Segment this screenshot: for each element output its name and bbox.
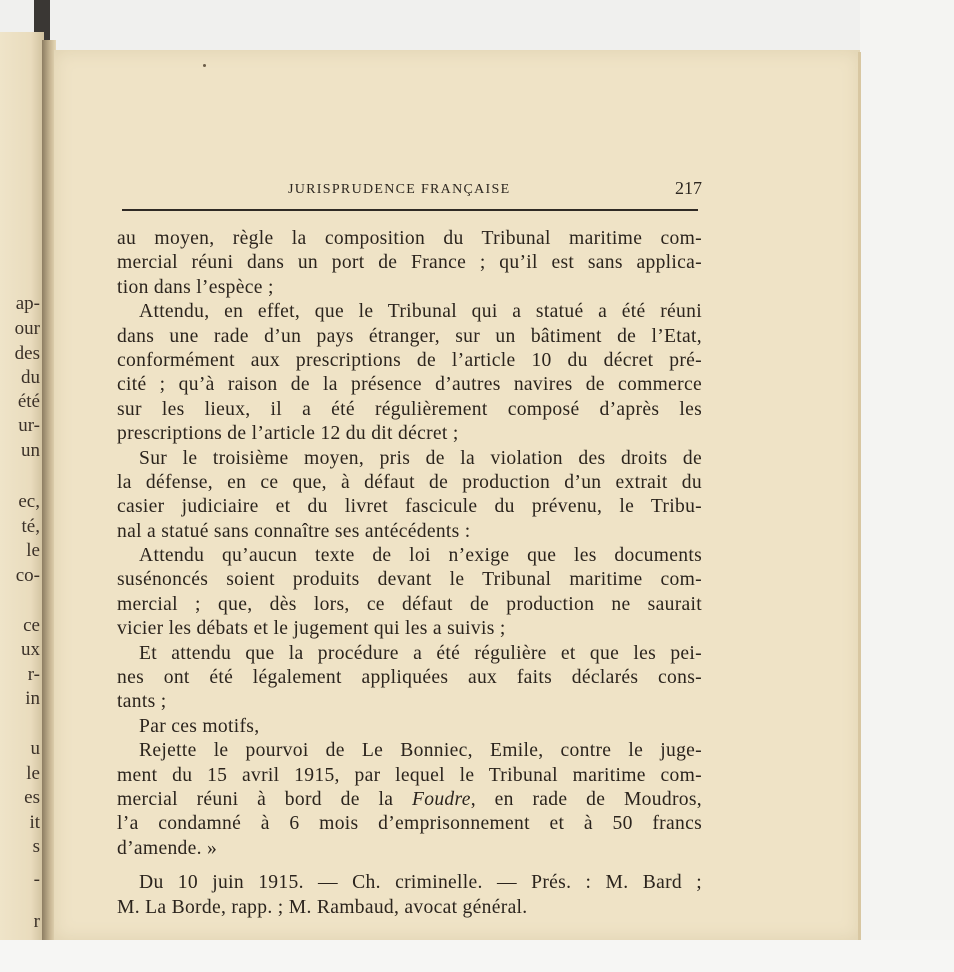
scan-background-right: [860, 0, 954, 972]
scan-background-bottom: [0, 940, 954, 972]
facing-page-fragment: ux: [21, 639, 40, 660]
facing-page-fragment: r-: [27, 664, 40, 685]
facing-page-fragment: ur-: [18, 415, 40, 436]
page-body: [117, 227, 702, 920]
text-line: vicier les débats et le jugement qui les a suivis ;: [117, 618, 506, 640]
text-line: tants ;: [117, 691, 167, 713]
spacer: [117, 861, 702, 871]
facing-page-fragment: our: [14, 318, 40, 339]
page-header: [120, 178, 702, 202]
facing-page-fragment: u: [30, 738, 40, 759]
text-line-with-italic: [117, 788, 702, 812]
facing-page-fragment: té,: [21, 516, 40, 537]
text-line: mercial ; que, dès lors, ce défaut de production ne saurait: [117, 593, 702, 615]
text-segment: mercial réuni à bord de la: [117, 788, 394, 810]
text-line: Et attendu que la procédure a été régulière et que les pei-: [139, 642, 702, 664]
facing-page-fragment: un: [21, 440, 40, 461]
facing-page-fragment: r: [33, 911, 40, 932]
ship-name: Foudre: [411, 788, 471, 810]
running-title: JURISPRUDENCE FRANÇAISE: [288, 182, 511, 197]
text-line: sur les lieux, il a été régulièrement composé d’après les: [117, 398, 702, 420]
text-line: mercial réuni dans un port de France ; qu’il est sans applica-: [117, 252, 702, 274]
text-line: Attendu qu’aucun texte de loi n’exige que les documents: [139, 545, 702, 567]
text-line: ment du 15 avril 1915, par lequel le Tribunal maritime com-: [117, 764, 702, 786]
header-rule: [122, 209, 698, 211]
text-line: casier judiciaire et du livret fascicule du prévenu, le Tribu-: [117, 496, 702, 518]
text-line: Attendu, en effet, que le Tribunal qui a statué a été réuni: [139, 301, 702, 323]
text-line: conformément aux prescriptions de l’article 10 du décret pré-: [117, 349, 702, 371]
facing-page-fragment: es: [24, 787, 40, 808]
text-line: au moyen, règle la composition du Tribunal maritime com-: [117, 228, 702, 249]
facing-page-fragment: s: [32, 836, 40, 857]
text-line: Sur le troisième moyen, pris de la violation des droits de: [139, 447, 702, 469]
text-line: prescriptions de l’article 12 du dit décret ;: [117, 423, 459, 445]
text-line: Du 10 juin 1915. — Ch. criminelle. — Prés. : M. Bard ;: [139, 872, 702, 894]
facing-page-edge: [0, 32, 44, 940]
text-line: nes ont été légalement appliquées aux faits déclarés cons-: [117, 667, 702, 689]
text-line: dans une rade d’un pays étranger, sur un bâtiment de l’Etat,: [117, 325, 702, 347]
text-line: susénoncés soient produits devant le Tribunal maritime com-: [117, 569, 702, 591]
scan-background-top: [0, 0, 954, 50]
paper-speck: [203, 64, 206, 67]
text-line: d’amende. »: [117, 837, 218, 859]
facing-page-fragment: ec,: [18, 491, 40, 512]
text-line: l’a condamné à 6 mois d’emprisonnement et à 50 francs: [117, 813, 702, 835]
text-line: M. La Borde, rapp. ; M. Rambaud, avocat général.: [117, 896, 528, 918]
text-segment: , en rade de Moudros,: [470, 788, 703, 810]
text-line: tion dans l’espèce ;: [117, 276, 274, 298]
facing-page-fragment: des: [14, 343, 40, 364]
text-line: Par ces motifs,: [139, 715, 260, 737]
facing-page-fragment: le: [26, 763, 40, 784]
page-edge: [858, 52, 861, 940]
facing-page-fragment: été: [17, 391, 40, 412]
text-line: la défense, en ce que, à défaut de production d’un extrait du: [117, 471, 702, 493]
text-line: cité ; qu’à raison de la présence d’autres navires de commerce: [117, 374, 702, 396]
facing-page-fragment: co-: [15, 565, 40, 586]
page-number: 217: [675, 178, 702, 198]
facing-page-fragment: ce: [23, 615, 40, 636]
text-line: Rejette le pourvoi de Le Bonniec, Emile, contre le juge-: [139, 740, 702, 762]
facing-page-fragment: in: [25, 688, 40, 709]
facing-page-fragment: it: [29, 812, 40, 833]
facing-page-fragment: du: [21, 367, 40, 388]
text-line: nal a statué sans connaître ses antécédents :: [117, 520, 471, 542]
facing-page-fragment: ap-: [15, 293, 40, 314]
facing-page-fragment: -: [33, 869, 40, 890]
facing-page-fragment: le: [26, 540, 40, 561]
